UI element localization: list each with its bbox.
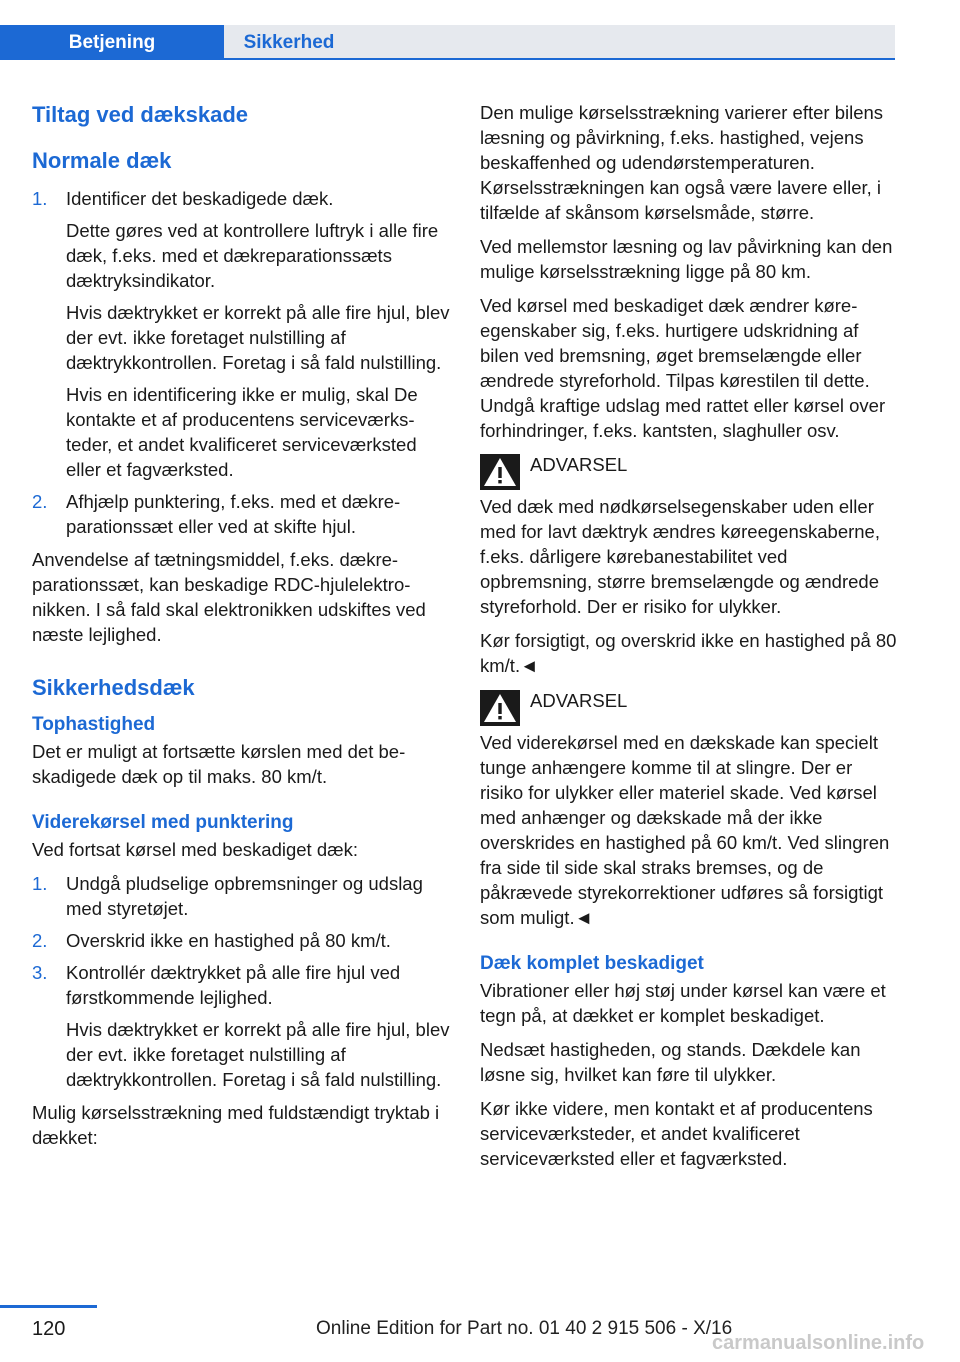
watermark: carmanualsonline.info	[712, 1332, 925, 1354]
warning-title: ADVARSEL	[530, 454, 628, 475]
list-number: 3.	[32, 962, 48, 983]
puncture-steps	[32, 871, 450, 1092]
step-text: Kontrollér dæktrykket på alle fire hjul ved førstkommende lejlighed.	[66, 962, 401, 1008]
step-text: Afhjælp punktering, f.eks. med et dækreparationssæt eller ved at skifte hjul.	[66, 491, 401, 537]
header-tabbar	[0, 25, 895, 60]
left-column	[32, 100, 450, 1159]
puncture-intro: Ved fortsat kørsel med beskadiget dæk:	[32, 839, 358, 860]
step-text: Hvis en identificering ikke er mulig, skal De kontakte et af producentens serviceværksteder, et andet kvalificeret serviceværksted eller et fagværksted.	[66, 384, 418, 480]
footer-rule	[0, 1305, 97, 1308]
normal-tires-heading: Normale dæk	[32, 148, 172, 173]
range-variation-paragraph: Den mulige kørselsstrækning varierer efter bilens læsning og påvirkning, f.eks. hastighed, vejens beskaffenhed og udendørstemperaturen. Kørselsstrækningen kan også være lavere eller, i tilfælde af skånsom kørselsmåde, større.	[480, 102, 884, 223]
step-text: Identificer det beskadigede dæk.	[66, 188, 334, 209]
warning-text: Ved dæk med nødkørselsegenskaber uden eller med for lavt dæktryk ændres køreegenskaberne, f.eks. dårligere kørebanestabilitet ved opbremsning, større bremselængde og ændrede styreforhold. Der er risiko for ulykker.	[480, 496, 880, 617]
step-text: Dette gøres ved at kontrollere luftryk i alle fire dæk, f.eks. med et dækreparationssæts dæktryksindikator.	[66, 220, 439, 291]
range-load-paragraph: Ved mellemstor læsning og lav påvirkning kan den mulige kørselsstrækning ligge på 80 km.	[480, 236, 893, 282]
tab-betjening[interactable]: Betjening	[0, 25, 224, 60]
damaged-paragraph: Nedsæt hastigheden, og stands. Dækdele kan løsne sig, hvilket kan føre til ulykker.	[480, 1039, 861, 1085]
topspeed-heading: Tophastighed	[32, 714, 156, 735]
list-item	[32, 871, 450, 921]
safety-tires-heading: Sikkerhedsdæk	[32, 675, 195, 700]
list-number: 1.	[32, 873, 48, 894]
list-item	[32, 960, 450, 1092]
warning-head	[480, 688, 898, 730]
handling-paragraph: Ved kørsel med beskadiget dæk ændrer køreegenskaber sig, f.eks. hurtigere udskridning af bilen ved bremsning, øget bremselængde eller ændrede styreforhold. Tilpas kørestilen til dette. Undgå kraftige udslag med rattet eller kørsel over forhindringer, f.eks. kantsten, slaghuller osv.	[480, 295, 886, 441]
list-number: 2.	[32, 491, 48, 512]
list-item	[32, 928, 450, 953]
warning-head	[480, 452, 898, 494]
warning-triangle-icon	[480, 690, 520, 726]
warning-title: ADVARSEL	[530, 690, 628, 711]
list-item	[32, 186, 450, 482]
edition-text: Online Edition for Part no. 01 40 2 915 506 - X/16	[316, 1318, 733, 1339]
sealant-paragraph: Anvendelse af tætningsmiddel, f.eks. dækreparationssæt, kan beskadige RDC-hjulelektronikken. I så fald skal elektronikken udskiftes ved næste lejlighed.	[32, 549, 426, 645]
step-text: Overskrid ikke en hastighed på 80 km/t.	[66, 930, 391, 951]
damaged-paragraph: Vibrationer eller høj støj under kørsel kan være et tegn på, at dækket er komplet beskadiget.	[480, 980, 886, 1026]
range-paragraph: Mulig kørselsstrækning med fuldstændigt tryktab i dækket:	[32, 1102, 440, 1148]
list-number: 1.	[32, 188, 48, 209]
list-number: 2.	[32, 930, 48, 951]
normal-tires-steps	[32, 186, 450, 539]
damaged-tire-heading: Dæk komplet beskadiget	[480, 953, 704, 974]
warning-text: Kør forsigtigt, og overskrid ikke en hastighed på 80 km/t.◄	[480, 630, 897, 676]
warning-block	[480, 452, 898, 678]
tab-sikkerhed[interactable]: Sikkerhed	[224, 25, 354, 60]
page-number: 120	[32, 1318, 66, 1340]
damaged-paragraph: Kør ikke videre, men kontakt et af producentens serviceværksteder, et andet kvalificeret serviceværksted eller et fagværksted.	[480, 1098, 873, 1169]
list-item	[32, 489, 450, 539]
section-title: Tiltag ved dækskade	[32, 102, 249, 127]
topspeed-paragraph: Det er muligt at fortsætte kørslen med det beskadigede dæk op til maks. 80 km/t.	[32, 741, 406, 787]
step-text: Hvis dæktrykket er korrekt på alle fire hjul, blev der evt. ikke foretaget nulstilling af dæktrykkontrollen. Foretag i så fald nulstilling.	[66, 302, 450, 373]
header-rule	[0, 58, 895, 60]
step-text: Hvis dæktrykket er korrekt på alle fire hjul, blev der evt. ikke foretaget nulstilling af dæktrykkontrollen. Foretag i så fald nulstilling.	[66, 1019, 450, 1090]
step-text: Undgå pludselige opbremsninger og udslag med styretøjet.	[66, 873, 423, 919]
warning-block	[480, 688, 898, 930]
warning-text: Ved viderekørsel med en dækskade kan specielt tunge anhængere komme til at slingre. Der er risiko for ulykker eller materiel skade. Ved kørsel med anhænger og dækskade må der ikke overskrides en hastighed på 60 km/t. Ved slingren fra side til side skal straks bremses, og de påkrævede styrekorrektioner udføres så forsigtigt som muligt.◄	[480, 732, 890, 928]
right-column	[480, 100, 898, 1180]
puncture-heading: Viderekørsel med punktering	[32, 812, 294, 833]
warning-triangle-icon	[480, 454, 520, 490]
